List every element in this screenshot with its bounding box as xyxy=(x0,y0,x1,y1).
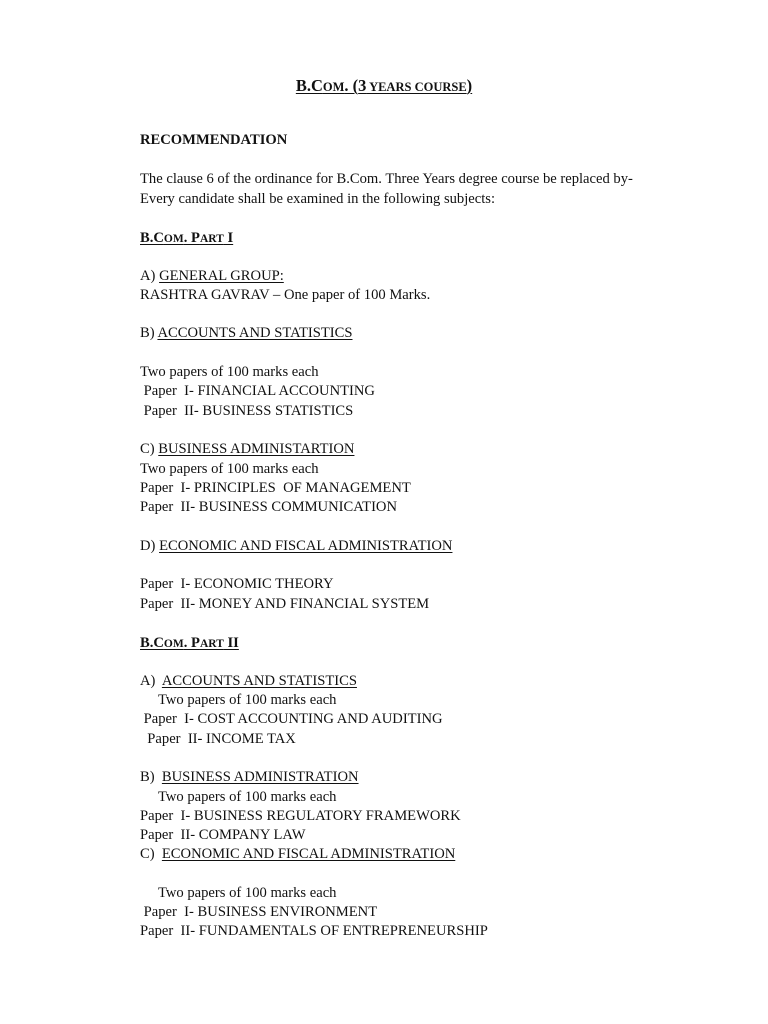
part2-section-a-title xyxy=(140,672,357,690)
title-text: OM xyxy=(322,80,345,94)
section-title: BUSINESS ADMINISTARTION xyxy=(158,441,355,457)
title-text: . ( xyxy=(344,76,359,95)
heading-text: B.C xyxy=(140,230,164,246)
section-prefix: C) xyxy=(140,441,159,457)
part1-heading xyxy=(140,229,233,248)
heading-text: B.C xyxy=(140,635,164,651)
heading-text: OM xyxy=(163,638,184,650)
section-title: ECONOMIC AND FISCAL ADMINISTRATION xyxy=(159,538,453,554)
heading-text: . P xyxy=(183,230,200,246)
title-text: YEARS COURSE xyxy=(366,80,467,94)
heading-text: . P xyxy=(183,635,200,651)
part2-section-a-line: Two papers of 100 marks each xyxy=(140,692,337,708)
intro-line-1: The clause 6 of the ordinance for B.Com. Three Years degree course be replaced by- xyxy=(140,171,633,187)
page-title xyxy=(0,77,768,96)
section-title: ACCOUNTS AND STATISTICS xyxy=(157,325,353,341)
section-prefix: B) xyxy=(140,769,162,785)
section-title: GENERAL GROUP: xyxy=(159,268,284,284)
part2-section-b-line: Paper I- BUSINESS REGULATORY FRAMEWORK xyxy=(140,808,461,824)
section-prefix: C) xyxy=(140,846,162,862)
part2-section-b-title xyxy=(140,768,359,786)
part2-section-c-line: Paper I- BUSINESS ENVIRONMENT xyxy=(140,904,378,920)
part1-section-b-line: Two papers of 100 marks each xyxy=(140,364,319,380)
recommendation-heading: RECOMMENDATION xyxy=(140,132,288,148)
section-prefix: B) xyxy=(140,325,158,341)
part2-section-b-line: Paper II- COMPANY LAW xyxy=(140,827,306,843)
heading-text: OM xyxy=(163,233,184,245)
part1-section-a-line: RASHTRA GAVRAV – One paper of 100 Marks. xyxy=(140,287,431,303)
title-text: B.C xyxy=(295,76,323,95)
part1-section-d-title xyxy=(140,537,452,555)
section-prefix: A) xyxy=(140,268,160,284)
heading-text: ART xyxy=(199,638,224,650)
section-prefix: A) xyxy=(140,673,162,689)
section-title: BUSINESS ADMINISTRATION xyxy=(161,769,359,785)
part2-section-a-line: Paper II- INCOME TAX xyxy=(140,731,296,747)
part1-section-a-title xyxy=(140,267,284,285)
part2-heading xyxy=(140,634,239,653)
heading-text: ART xyxy=(199,233,224,245)
title-text: ) xyxy=(466,76,473,95)
part2-section-a-line: Paper I- COST ACCOUNTING AND AUDITING xyxy=(140,711,443,727)
part1-section-d-line: Paper I- ECONOMIC THEORY xyxy=(140,576,334,592)
intro-line-2: Every candidate shall be examined in the following subjects: xyxy=(140,191,496,207)
part2-section-c-title xyxy=(140,845,455,863)
part2-section-b-line: Two papers of 100 marks each xyxy=(140,789,337,805)
part1-section-c-title xyxy=(140,440,354,458)
heading-text: II xyxy=(223,635,239,651)
title-text: 3 xyxy=(358,76,367,95)
heading-text: I xyxy=(223,230,234,246)
part1-section-c-line: Paper I- PRINCIPLES OF MANAGEMENT xyxy=(140,480,411,496)
part1-section-c-line: Two papers of 100 marks each xyxy=(140,461,319,477)
section-title: ACCOUNTS AND STATISTICS xyxy=(161,673,357,689)
part1-section-b-line: Paper II- BUSINESS STATISTICS xyxy=(140,403,354,419)
section-prefix: D) xyxy=(140,538,160,554)
part1-section-c-line: Paper II- BUSINESS COMMUNICATION xyxy=(140,499,398,515)
section-title: ECONOMIC AND FISCAL ADMINISTRATION xyxy=(161,846,456,862)
part1-section-b-title xyxy=(140,324,353,342)
part2-section-c-line: Two papers of 100 marks each xyxy=(140,885,337,901)
part1-section-b-line: Paper I- FINANCIAL ACCOUNTING xyxy=(140,383,375,399)
part1-section-d-line: Paper II- MONEY AND FINANCIAL SYSTEM xyxy=(140,596,430,612)
part2-section-c-line: Paper II- FUNDAMENTALS OF ENTREPRENEURSHIP xyxy=(140,923,488,939)
